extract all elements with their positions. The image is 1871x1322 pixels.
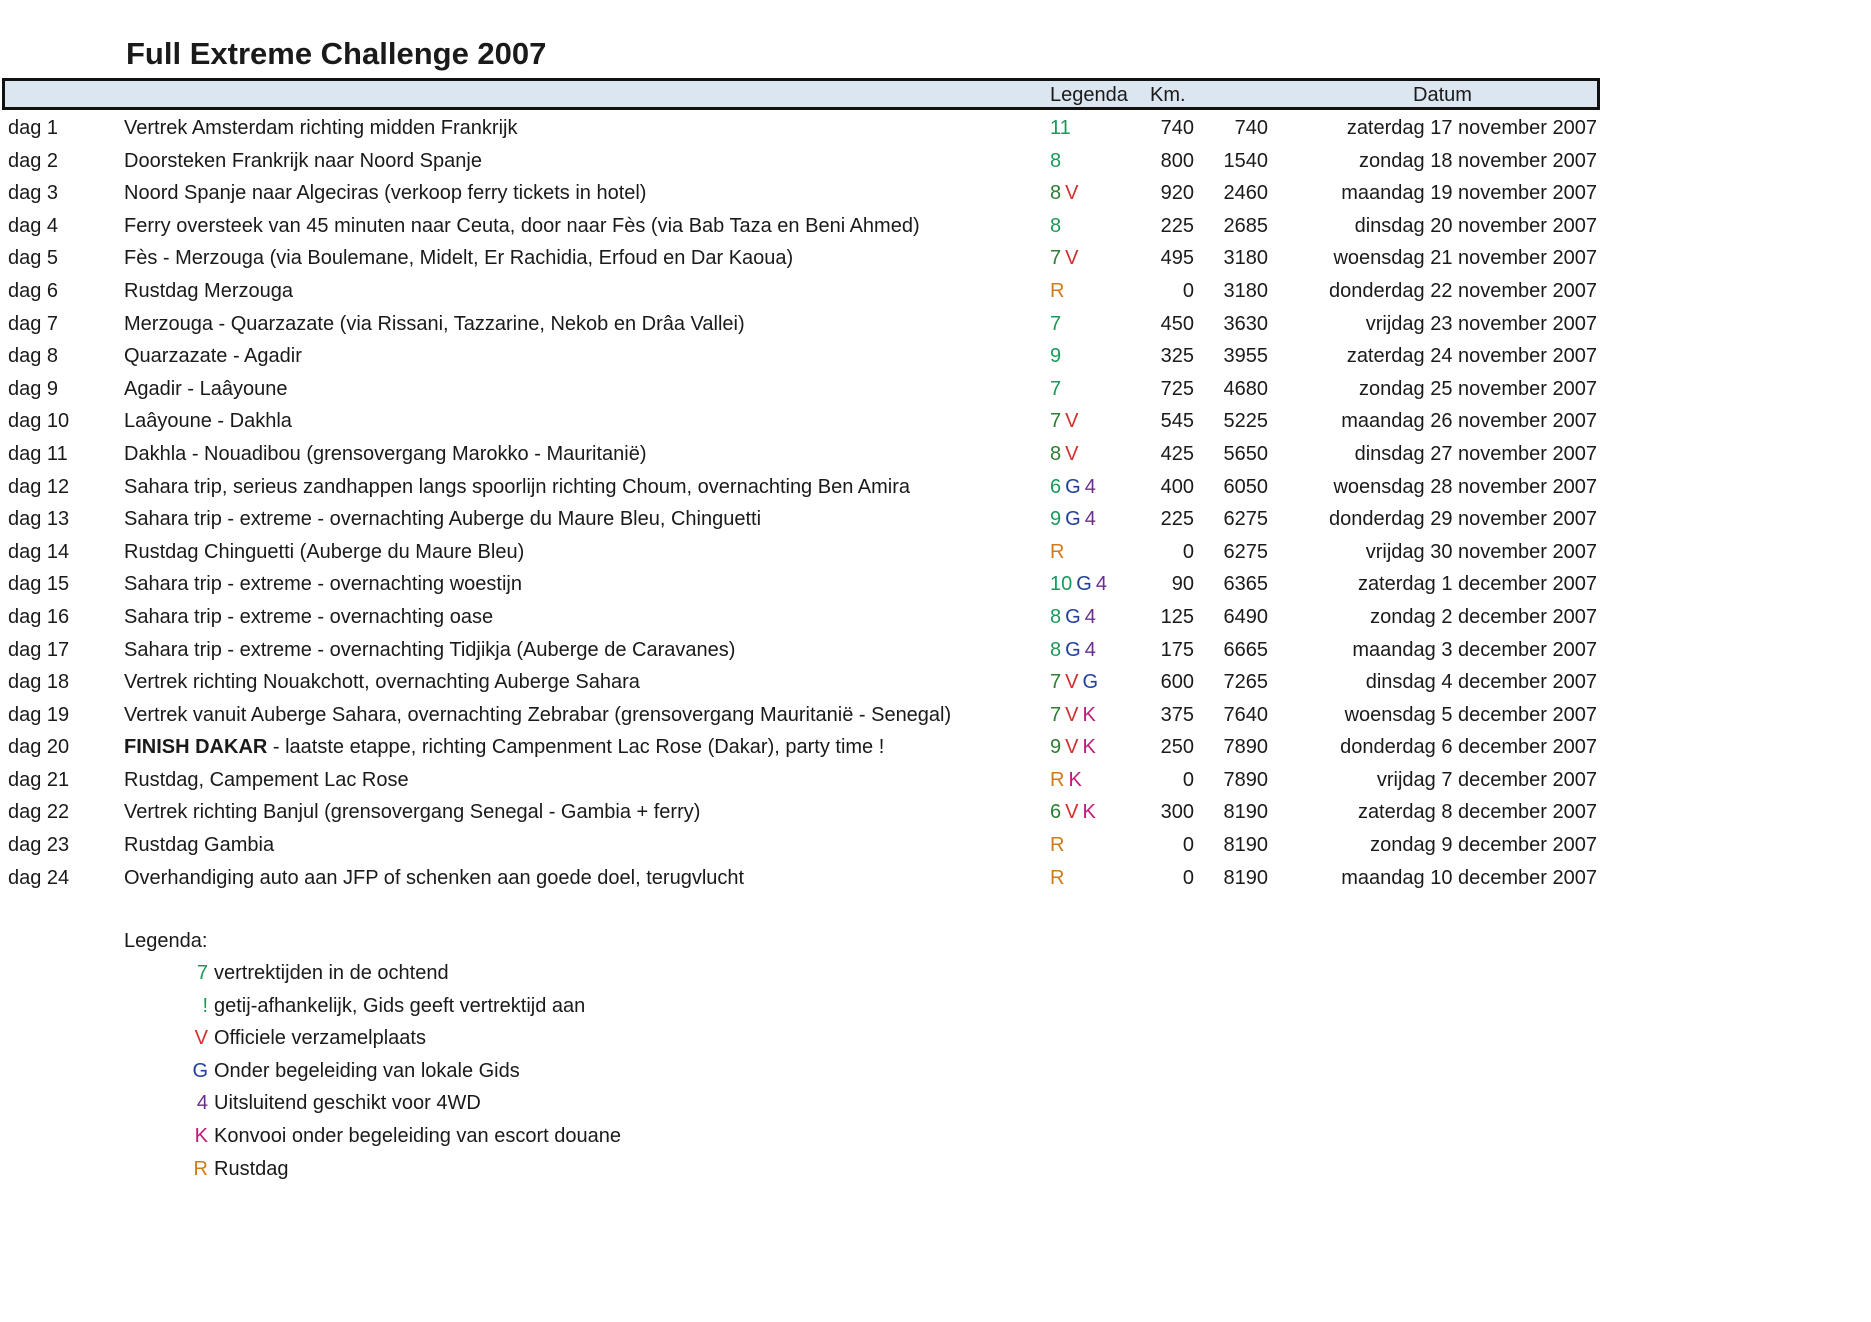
legend-code: V [1065, 703, 1079, 726]
legend-codes-cell [1050, 345, 1065, 368]
legend-codes-cell [1050, 736, 1100, 759]
legend-code: 11 [1050, 117, 1071, 139]
legend-item [186, 1027, 621, 1060]
day-cell: dag 15 [8, 573, 70, 596]
date-cell: donderdag 6 december 2007 [1340, 736, 1597, 759]
legend-symbol: V [194, 1027, 208, 1050]
legend-code: R [1050, 768, 1065, 791]
table-row [0, 276, 1610, 309]
description-text: Doorsteken Frankrijk naar Noord Spanje [124, 149, 482, 172]
cumulative-km-cell: 8190 [1223, 801, 1268, 824]
legend-code: 7 [1050, 312, 1062, 335]
legend-code: 7 [1050, 377, 1062, 400]
legend-symbol: G [192, 1059, 208, 1082]
description-cell [124, 606, 493, 629]
table-row [0, 667, 1610, 700]
table-row [0, 797, 1610, 830]
day-cell: dag 11 [8, 442, 68, 465]
table-row [0, 537, 1610, 570]
legend-codes-cell [1050, 769, 1086, 792]
legend-code: 8 [1050, 605, 1062, 628]
table-header-bar [2, 78, 1600, 110]
legend-codes-cell [1050, 704, 1100, 727]
cumulative-km-cell: 2460 [1223, 182, 1268, 205]
km-cell: 225 [1160, 214, 1194, 237]
cumulative-km-cell: 3180 [1223, 279, 1268, 302]
description-cell [124, 573, 522, 596]
legend-symbol: 7 [196, 962, 208, 984]
day-cell: dag 6 [8, 279, 59, 302]
km-cell: 300 [1160, 801, 1194, 824]
date-cell: zaterdag 24 november 2007 [1346, 345, 1597, 368]
description-text: - laatste etappe, richting Campenment Lac Rose (Dakar), party time ! [267, 736, 885, 759]
day-cell: dag 18 [8, 671, 70, 694]
day-cell: dag 24 [8, 866, 70, 889]
legend-code: 7 [1050, 671, 1062, 694]
legend-code: R [1050, 540, 1065, 563]
date-cell: maandag 19 november 2007 [1341, 182, 1597, 205]
date-cell: dinsdag 20 november 2007 [1354, 214, 1597, 237]
cumulative-km-cell: 2685 [1223, 214, 1268, 237]
description-cell [124, 639, 735, 662]
header-legenda: Legenda [1050, 84, 1128, 106]
description-text: Quarzazate - Agadir [124, 345, 302, 368]
km-cell: 600 [1160, 671, 1194, 694]
legend-symbol: 4 [196, 1092, 208, 1115]
description-cell [124, 117, 517, 140]
table-row [0, 602, 1610, 635]
km-cell: 0 [1182, 540, 1194, 563]
legend-code: 4 [1095, 573, 1107, 596]
date-cell: zondag 2 december 2007 [1370, 605, 1597, 628]
km-cell: 325 [1160, 345, 1194, 368]
km-cell: 425 [1160, 442, 1194, 465]
day-cell: dag 23 [8, 834, 70, 857]
legend-code: G [1082, 671, 1099, 694]
legend-code: V [1065, 801, 1079, 824]
day-cell: dag 1 [8, 117, 59, 139]
description-text: Agadir - Laâyoune [124, 377, 288, 400]
cumulative-km-cell: 5650 [1223, 442, 1268, 465]
description-text: Ferry oversteek van 45 minuten naar Ceuta, door naar Fès (via Bab Taza en Beni Ahmed) [124, 214, 920, 237]
table-row [0, 439, 1610, 472]
header-km: Km. [1150, 84, 1186, 106]
date-cell: maandag 26 november 2007 [1341, 410, 1597, 433]
header-datum: Datum [1413, 84, 1472, 106]
legend-code: R [1050, 866, 1065, 889]
legend-description: getij-afhankelijk, Gids geeft vertrektijd aan [214, 994, 586, 1017]
km-cell: 375 [1160, 703, 1194, 726]
table-row [0, 472, 1610, 505]
date-cell: woensdag 21 november 2007 [1333, 247, 1597, 270]
legend-description: Onder begeleiding van lokale Gids [214, 1059, 520, 1082]
description-text: Rustdag, Campement Lac Rose [124, 768, 409, 791]
legend-code: 4 [1084, 475, 1096, 498]
legend-codes-cell [1050, 215, 1065, 238]
legend-description: Rustdag [214, 1157, 289, 1180]
legend-codes-cell [1050, 378, 1065, 401]
date-cell: zondag 18 november 2007 [1359, 149, 1597, 172]
day-cell: dag 8 [8, 345, 59, 368]
legend-code: 7 [1050, 247, 1062, 270]
legend-codes-cell [1050, 476, 1100, 499]
description-cell [124, 150, 482, 173]
legend-codes-cell [1050, 443, 1082, 466]
cumulative-km-cell: 8190 [1223, 866, 1268, 889]
description-text: Rustdag Chinguetti (Auberge du Maure Bleu) [124, 540, 525, 563]
table-row [0, 830, 1610, 863]
cumulative-km-cell: 3955 [1223, 345, 1268, 368]
day-cell: dag 21 [8, 768, 70, 791]
legend-codes-cell [1050, 671, 1102, 694]
table-row [0, 635, 1610, 668]
legend-code: 7 [1050, 410, 1062, 433]
date-cell: woensdag 5 december 2007 [1344, 703, 1597, 726]
cumulative-km-cell: 8190 [1223, 834, 1268, 857]
table-row [0, 765, 1610, 798]
cumulative-km-cell: 7890 [1223, 768, 1268, 791]
table-row [0, 113, 1610, 146]
legend-code: 9 [1050, 345, 1062, 368]
legend-codes-cell [1050, 182, 1082, 205]
description-text: Noord Spanje naar Algeciras (verkoop ferry tickets in hotel) [124, 182, 647, 205]
legend-symbol: K [194, 1124, 208, 1147]
description-text: Sahara trip - extreme - overnachting Auberge du Maure Bleu, Chinguetti [124, 508, 762, 531]
legend-code: R [1050, 834, 1065, 857]
day-cell: dag 3 [8, 182, 59, 205]
legend-code: 4 [1084, 638, 1096, 661]
date-cell: zaterdag 17 november 2007 [1346, 117, 1597, 139]
description-cell [124, 476, 910, 499]
table-row [0, 732, 1610, 765]
legend-codes-cell [1050, 867, 1068, 890]
description-text: Merzouga - Quarzazate (via Rissani, Tazzarine, Nekob en Drâa Vallei) [124, 312, 745, 335]
description-cell [124, 834, 274, 857]
day-cell: dag 4 [8, 214, 59, 237]
itinerary-table [0, 113, 1610, 895]
day-cell: dag 7 [8, 312, 59, 335]
description-text: Vertrek richting Banjul (grensovergang Senegal - Gambia + ferry) [124, 801, 701, 824]
legend-codes-cell [1050, 834, 1068, 857]
legend-code: 10 [1050, 573, 1073, 596]
date-cell: dinsdag 27 november 2007 [1354, 442, 1597, 465]
cumulative-km-cell: 5225 [1223, 410, 1268, 433]
day-cell: dag 13 [8, 508, 70, 531]
legend-item [186, 1060, 621, 1093]
description-text: Overhandiging auto aan JFP of schenken aan goede doel, terugvlucht [124, 866, 745, 889]
km-cell: 250 [1160, 736, 1194, 759]
cumulative-km-cell: 4680 [1223, 377, 1268, 400]
km-cell: 800 [1160, 149, 1194, 172]
legend-code: 9 [1050, 736, 1062, 759]
legend-code: 4 [1084, 605, 1096, 628]
km-cell: 0 [1182, 279, 1194, 302]
day-cell: dag 20 [8, 736, 70, 759]
legend-codes-cell [1050, 508, 1100, 531]
description-cell [124, 443, 646, 466]
legend-description: Konvooi onder begeleiding van escort douane [214, 1124, 621, 1147]
table-row [0, 243, 1610, 276]
description-text: Sahara trip, serieus zandhappen langs spoorlijn richting Choum, overnachting Ben Amira [124, 475, 911, 498]
cumulative-km-cell: 740 [1234, 117, 1268, 139]
km-cell: 0 [1182, 866, 1194, 889]
date-cell: donderdag 29 november 2007 [1329, 508, 1597, 531]
cumulative-km-cell: 6275 [1223, 508, 1268, 531]
cumulative-km-cell: 7890 [1223, 736, 1268, 759]
date-cell: dinsdag 4 december 2007 [1365, 671, 1597, 694]
description-text: Laâyoune - Dakhla [124, 410, 292, 433]
legend-codes-cell [1050, 247, 1082, 270]
description-cell [124, 867, 744, 890]
date-cell: vrijdag 23 november 2007 [1365, 312, 1597, 335]
day-cell: dag 22 [8, 801, 70, 824]
km-cell: 740 [1160, 117, 1194, 139]
legend-code: 8 [1050, 149, 1062, 172]
description-cell [124, 671, 640, 694]
legend-description: Uitsluitend geschikt voor 4WD [214, 1092, 481, 1115]
table-row [0, 700, 1610, 733]
legend-code: R [1050, 279, 1065, 302]
description-cell [124, 801, 700, 824]
date-cell: donderdag 22 november 2007 [1329, 279, 1597, 302]
description-cell [124, 182, 646, 205]
day-cell: dag 16 [8, 605, 70, 628]
legend-code: K [1082, 736, 1096, 759]
legend-item [186, 1125, 621, 1158]
legend-description: vertrektijden in de ochtend [214, 962, 449, 984]
legend-item [186, 1158, 621, 1191]
description-text: Rustdag Merzouga [124, 279, 293, 302]
description-cell [124, 704, 951, 727]
description-cell [124, 280, 293, 303]
legend-code: K [1082, 801, 1096, 824]
legend-list [186, 962, 621, 1190]
km-cell: 495 [1160, 247, 1194, 270]
day-cell: dag 17 [8, 638, 70, 661]
cumulative-km-cell: 7265 [1223, 671, 1268, 694]
km-cell: 125 [1160, 605, 1194, 628]
legend-code: 6 [1050, 801, 1062, 824]
km-cell: 175 [1160, 638, 1194, 661]
legend-item [186, 962, 621, 995]
km-cell: 725 [1160, 377, 1194, 400]
description-cell [124, 541, 524, 564]
cumulative-km-cell: 6365 [1223, 573, 1268, 596]
legend-code: 9 [1050, 508, 1062, 531]
legend-codes-cell [1050, 410, 1082, 433]
table-row [0, 406, 1610, 439]
date-cell: maandag 3 december 2007 [1352, 638, 1597, 661]
description-cell [124, 508, 761, 531]
day-cell: dag 10 [8, 410, 70, 433]
legend-codes-cell [1050, 541, 1068, 564]
legend-code: G [1076, 573, 1092, 596]
table-row [0, 211, 1610, 244]
description-text: Sahara trip - extreme - overnachting woestijn [124, 573, 522, 596]
legend-title: Legenda: [124, 930, 208, 952]
legend-codes-cell [1050, 313, 1065, 336]
day-cell: dag 2 [8, 149, 59, 172]
legend-code: 8 [1050, 182, 1062, 205]
legend-item [186, 995, 621, 1028]
legend-code: G [1065, 605, 1081, 628]
description-text: Vertrek richting Nouakchott, overnachting Auberge Sahara [124, 671, 640, 694]
legend-code: 4 [1084, 508, 1096, 531]
date-cell: vrijdag 7 december 2007 [1376, 768, 1597, 791]
legend-codes-cell [1050, 606, 1100, 629]
cumulative-km-cell: 6665 [1223, 638, 1268, 661]
legend-codes-cell [1050, 801, 1100, 824]
description-text: Fès - Merzouga (via Boulemane, Midelt, Er Rachidia, Erfoud en Dar Kaoua) [124, 247, 794, 270]
legend-code: G [1065, 475, 1081, 498]
date-cell: zondag 25 november 2007 [1359, 377, 1597, 400]
date-cell: woensdag 28 november 2007 [1333, 475, 1597, 498]
cumulative-km-cell: 3630 [1223, 312, 1268, 335]
legend-code: K [1082, 703, 1096, 726]
cumulative-km-cell: 1540 [1223, 149, 1268, 172]
description-cell [124, 378, 287, 401]
description-cell [124, 313, 745, 336]
table-row [0, 146, 1610, 179]
date-cell: zondag 9 december 2007 [1370, 834, 1597, 857]
legend-code: 8 [1050, 638, 1062, 661]
description-cell [124, 247, 793, 270]
legend-code: 8 [1050, 214, 1062, 237]
legend-code: 8 [1050, 442, 1062, 465]
table-row [0, 178, 1610, 211]
cumulative-km-cell: 7640 [1223, 703, 1268, 726]
legend-item [186, 1092, 621, 1125]
description-text: Sahara trip - extreme - overnachting Tidjikja (Auberge de Caravanes) [124, 638, 736, 661]
km-cell: 0 [1182, 834, 1194, 857]
legend-code: V [1065, 182, 1079, 205]
description-text: Vertrek vanuit Auberge Sahara, overnachting Zebrabar (grensovergang Mauritanië - Senegal) [124, 703, 952, 726]
legend-code: 6 [1050, 475, 1062, 498]
page-title: Full Extreme Challenge 2007 [126, 36, 547, 71]
legend-code: G [1065, 638, 1081, 661]
km-cell: 90 [1171, 573, 1194, 596]
table-row [0, 341, 1610, 374]
km-cell: 920 [1160, 182, 1194, 205]
cumulative-km-cell: 6275 [1223, 540, 1268, 563]
km-cell: 400 [1160, 475, 1194, 498]
table-row [0, 309, 1610, 342]
legend-code: V [1065, 410, 1079, 433]
description-cell [124, 215, 920, 238]
description-text: Dakhla - Nouadibou (grensovergang Marokko - Mauritanië) [124, 442, 647, 465]
day-cell: dag 5 [8, 247, 59, 270]
legend-code: V [1065, 247, 1079, 270]
legend-code: V [1065, 736, 1079, 759]
cumulative-km-cell: 6050 [1223, 475, 1268, 498]
description-cell [124, 769, 409, 792]
legend-codes-cell [1050, 150, 1065, 173]
day-cell: dag 9 [8, 377, 59, 400]
description-cell [124, 736, 884, 759]
cumulative-km-cell: 6490 [1223, 605, 1268, 628]
description-cell [124, 410, 292, 433]
legend-symbol: ! [202, 994, 208, 1017]
description-text: Vertrek Amsterdam richting midden Frankrijk [124, 117, 518, 139]
legend-codes-cell [1050, 280, 1068, 303]
table-row [0, 863, 1610, 896]
km-cell: 225 [1160, 508, 1194, 531]
day-cell: dag 14 [8, 540, 70, 563]
legend-code: G [1065, 508, 1081, 531]
legend-codes-cell [1050, 117, 1075, 140]
description-bold: FINISH DAKAR [124, 736, 268, 759]
legend-code: 7 [1050, 703, 1062, 726]
description-text: Sahara trip - extreme - overnachting oase [124, 605, 494, 628]
legend-code: V [1065, 671, 1079, 694]
legend-code: K [1068, 768, 1082, 791]
day-cell: dag 19 [8, 703, 70, 726]
km-cell: 545 [1160, 410, 1194, 433]
km-cell: 450 [1160, 312, 1194, 335]
date-cell: vrijdag 30 november 2007 [1365, 540, 1597, 563]
description-cell [124, 345, 302, 368]
description-text: Rustdag Gambia [124, 834, 275, 857]
table-row [0, 569, 1610, 602]
table-row [0, 374, 1610, 407]
legend-symbol: R [193, 1157, 208, 1180]
legend-description: Officiele verzamelplaats [214, 1027, 426, 1050]
date-cell: maandag 10 december 2007 [1341, 866, 1597, 889]
date-cell: zaterdag 8 december 2007 [1357, 801, 1597, 824]
cumulative-km-cell: 3180 [1223, 247, 1268, 270]
day-cell: dag 12 [8, 475, 70, 498]
date-cell: zaterdag 1 december 2007 [1357, 573, 1597, 596]
legend-codes-cell [1050, 639, 1100, 662]
table-row [0, 504, 1610, 537]
legend-codes-cell [1050, 573, 1111, 596]
km-cell: 0 [1182, 768, 1194, 791]
legend-code: V [1065, 442, 1079, 465]
